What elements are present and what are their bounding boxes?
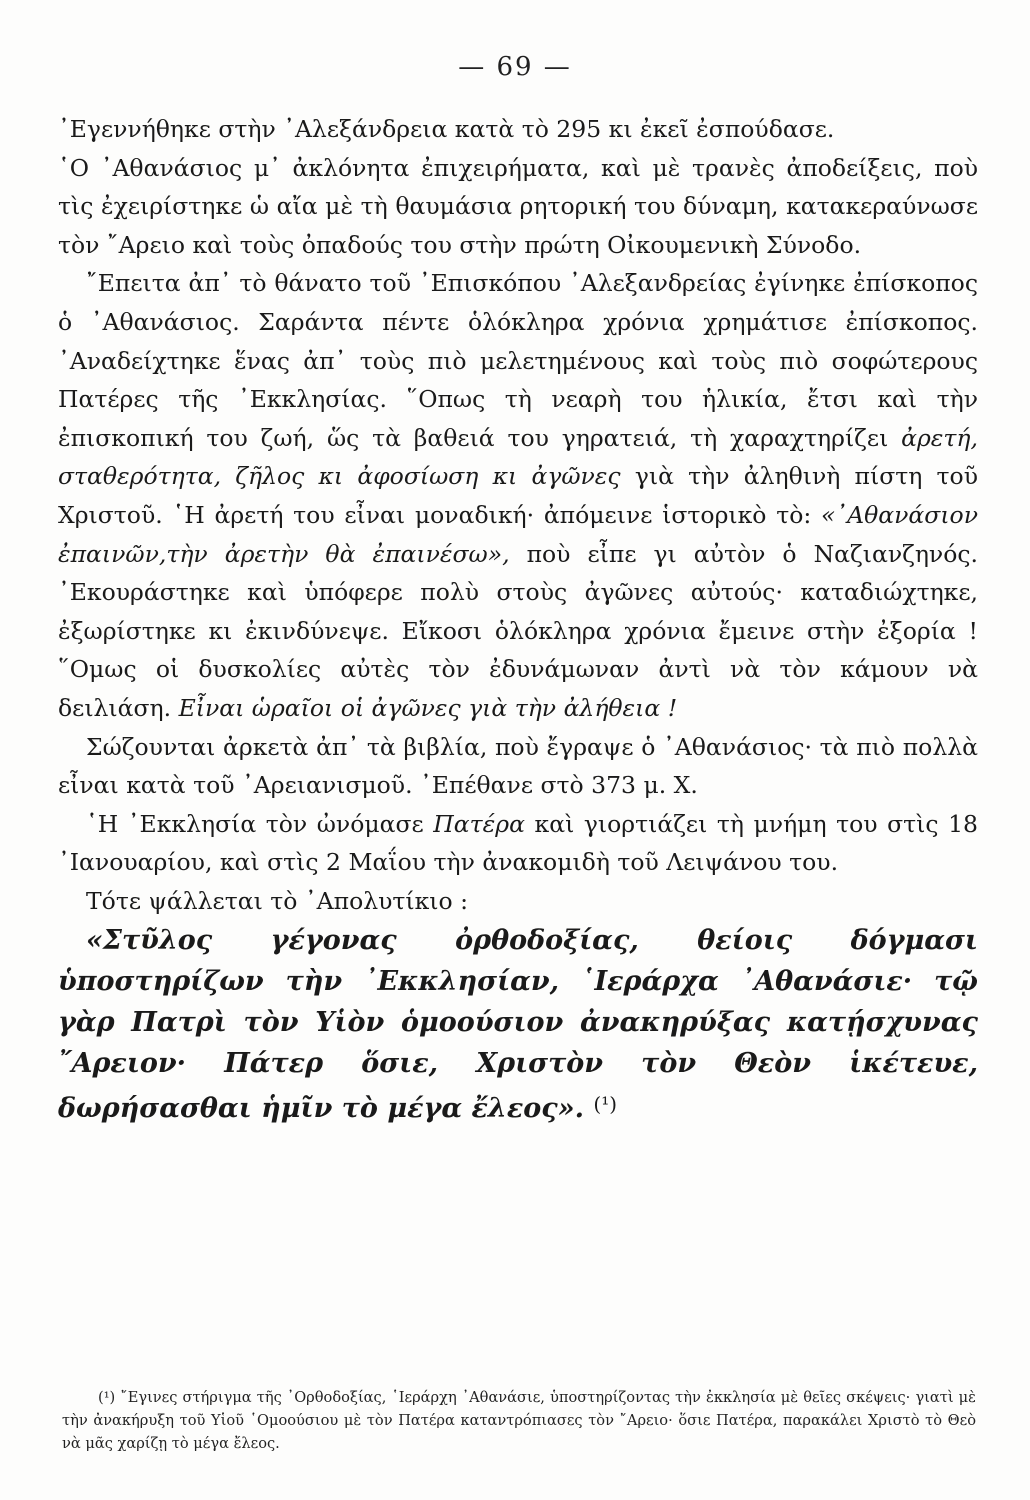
bishop-text-c: ποὺ εἶπε γι αὐτὸν ὁ Ναζιανζηνός. ᾿Εκουράστηκε καὶ ὑπόφερε πολὺ στοὺς ἀγῶνες αὐτούς· καταδιώχτηκε, ἐξωρίστηκε κι ἐκινδύνεψε. Εἴκοσι ὁλόκληρα χρόνια ἔμεινε στὴν ἐξορία ! ῞Ομως οἱ δυσκολίες αὐτὲς τὸν ἐδυνάμωναν ἀντὶ νὰ τὸν κάμουν νὰ δειλιάση. <box>58 539 978 722</box>
hymn-text: «Στῦλος γέγονας ὀρθοδοξίας, θείοις δόγμασι ὑποστηρίζων τὴν ᾿Εκκλησίαν, ῾Ιεράρχα ᾿Αθανάσιε· τῷ γὰρ Πατρὶ τὸν Υἱὸν ὁμοούσιον ἀνακηρύξας κατῄσχυνας ῎Αρειον· Πάτερ ὅσιε, Χριστὸν τὸν Θεὸν ἱκέτευε, δωρήσασθαι ἡμῖν τὸ μέγα ἔλεος». <box>58 925 978 1125</box>
apolytikion-hymn <box>58 920 978 1129</box>
virtues-italic: ἀρετή, σταθερότητα, ζῆλος κι ἀφοσίωση κι ἀγῶνες <box>58 423 978 491</box>
footnote-reference: (¹) <box>593 1092 618 1117</box>
bishop-text-a: ῎Επειτα ἀπ᾿ τὸ θάνατο τοῦ ᾿Επισκόπου ᾿Αλεξανδρείας ἐγίνηκε ἐπίσκοπος ὁ ᾿Αθανάσιος. Σαράντα πέντε ὁλόκληρα χρόνια χρημάτισε ἐπίσκοπος. ᾿Αναδείχτηκε ἕνας ἀπ᾿ τοὺς πιὸ μελετημένους καὶ τοὺς πιὸ σοφώτερους Πατέρες τῆς ᾿Εκκλησίας. ῞Οπως τὴ νεαρὴ του ἡλικία, ἔτσι καὶ τὴν ἐπισκοπική του ζωή, ὥς τὰ βαθειά του γηρατειά, τὴ χαραχτηρίζει <box>58 269 978 452</box>
feast-text-b: καὶ γιορτιάζει τὴ μνήμη του στὶς 18 ᾿Ιανουαρίου, καὶ στὶς 2 Μαΐου τὴν ἀνακομιδὴ τοῦ Λειψάνου του. <box>58 809 978 877</box>
footnote <box>62 1386 976 1455</box>
paragraph-birth: ᾿Εγεννήθηκε στὴν ᾿Αλεξάνδρεια κατὰ τὸ 295 κι ἐκεῖ ἐσπούδασε. <box>58 115 835 143</box>
footnote-paragraph <box>62 1386 976 1455</box>
paragraph-bishop <box>58 264 978 727</box>
father-italic: Πατέρα <box>433 809 525 838</box>
paragraph-council: ῾Ο ᾿Αθανάσιος μ᾿ ἀκλόνητα ἐπιχειρήματα, καὶ μὲ τρανὲς ἀποδείξεις, ποὺ τὶς ἐχειρίστηκε ὡ αἴα μὲ τὴ θαυμάσια ρητορική του δύναμη, κατακεραύνωσε τὸν ῎Αρειο καὶ τοὺς ὀπαδούς του στὴν πρώτη Οἰκουμενικὴ Σύνοδο. <box>58 153 978 259</box>
struggles-italic: Εἶναι ὡραῖοι οἱ ἀγῶνες γιὰ τὴν ἀλήθεια ! <box>178 693 678 722</box>
feast-text-a: ῾Η ᾿Εκκλησία τὸν ὠνόμασε <box>86 809 424 838</box>
footnote-text: ῎Εγινες στήριγμα τῆς ᾿Ορθοδοξίας, ῾Ιεράρχη ᾿Αθανάσιε, ὑποστηρίζοντας τὴν ἐκκλησία μὲ θεῖες σκέψεις· γιατὶ μὲ τὴν ἀνακήρυξη τοῦ Υἱοῦ ῾Ομοούσιου μὲ τὸν Πατέρα καταντρόπιασες τὸν ῎Αρειο· ὅσιε Πατέρα, παρακάλει Χριστὸ τὸ Θεὸ νὰ μᾶς χαρίζῃ τὸ μέγα ἔλεος. <box>62 1389 976 1452</box>
paragraph-feast <box>58 805 978 882</box>
paragraph-apolytikion-intro: Τότε ψάλλεται τὸ ᾿Απολυτίκιο : <box>86 886 469 915</box>
bishop-text-b: γιὰ τὴν ἀληθινὴ πίστη τοῦ Χριστοῦ. ῾Η ἀρετή του εἶναι μοναδική· ἀπόμεινε ἱστορικὸ τὸ: <box>58 462 978 529</box>
main-text <box>58 110 978 1129</box>
page-number: — 69 — <box>458 52 572 82</box>
footnote-marker: (¹) <box>98 1389 116 1406</box>
paragraph-books: Σώζουνται ἀρκετὰ ἀπ᾿ τὰ βιβλία, ποὺ ἔγραψε ὁ ᾿Αθανάσιος· τὰ πιὸ πολλὰ εἶναι κατὰ τοῦ ᾿Αρειανισμοῦ. ᾿Επέθανε στὸ 373 μ. Χ. <box>58 732 978 800</box>
nazianzen-quote: «᾿Αθανάσιον ἐπαινῶν,τὴν ἀρετὴν θὰ ἐπαινέσω», <box>58 500 978 568</box>
